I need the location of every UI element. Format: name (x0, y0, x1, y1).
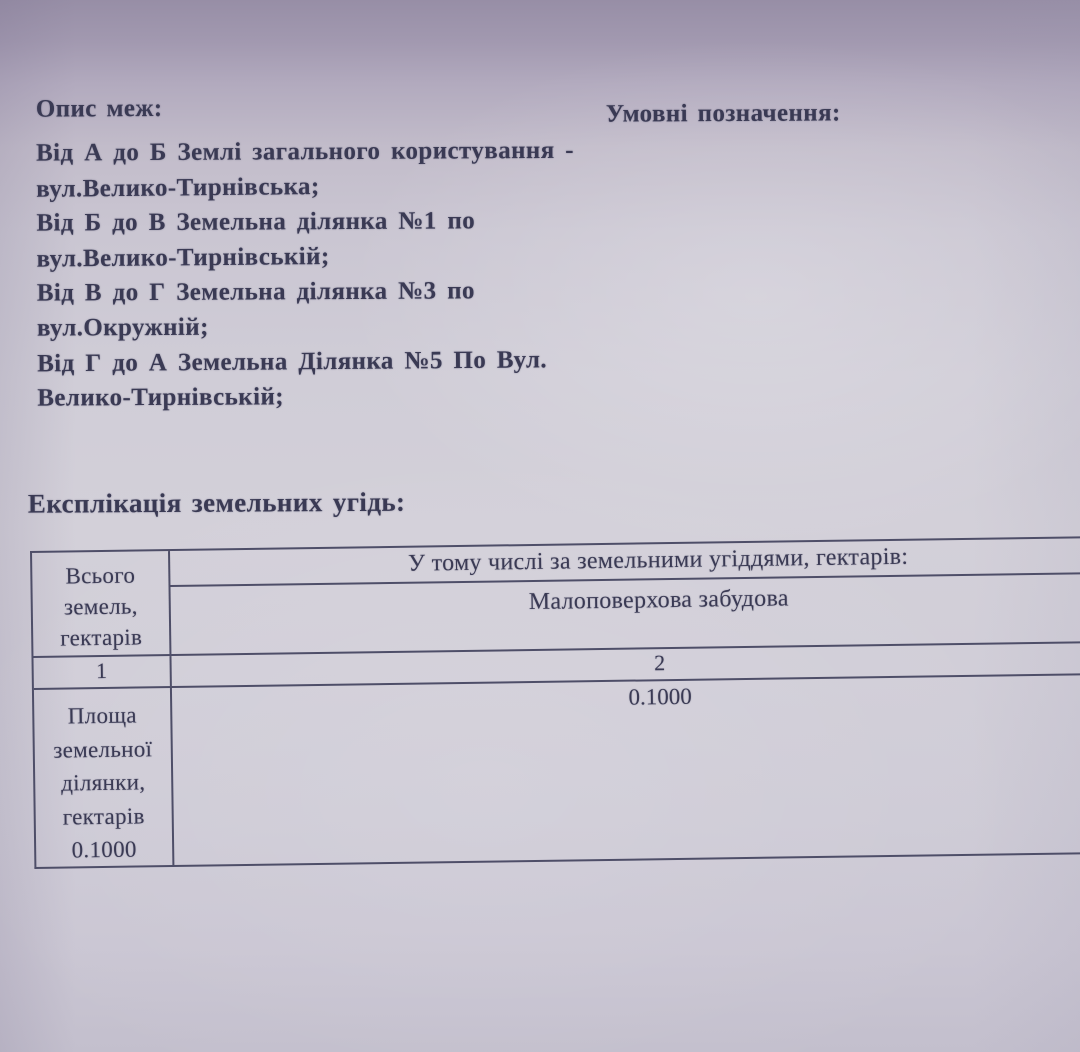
land-use-type-cell: Малоповерхова забудова (528, 585, 789, 616)
total-land-header-cell (32, 551, 171, 656)
table-data-row (34, 673, 1080, 867)
boundary-line: вул.Окружній; (36, 313, 209, 342)
boundary-description-block (36, 133, 575, 416)
boundary-line: Від Б до В Земельна ділянка №1 по (36, 207, 476, 237)
boundary-line: Велико-Тирнівській; (37, 383, 285, 412)
boundary-line: вул.Велико-Тирнівська; (36, 173, 320, 203)
included-header-cell: У тому числі за земельними угіддями, гектарів: (170, 538, 1080, 587)
area-value-cell: 0.1000 (628, 683, 692, 710)
column-number-1-cell: 1 (33, 656, 171, 688)
included-header-cells (170, 538, 1080, 654)
area-label-cell (34, 688, 174, 867)
total-land-header-text: Всього земель, гектарів (60, 562, 143, 651)
legend-heading: Умовні позначення: (605, 99, 841, 128)
land-explication-table (30, 536, 1080, 869)
boundaries-heading: Опис меж: (35, 94, 163, 123)
table-header-row (32, 538, 1080, 656)
boundary-line: Від А до Б Землі загального користування - (35, 136, 575, 167)
boundary-line: Від В до Г Земельна ділянка №3 по (36, 277, 475, 307)
area-label-text: Площа земельної ділянки, гектарів 0.1000 (53, 702, 153, 863)
column-number-2-cell: 2 (653, 650, 666, 676)
boundary-line: вул.Велико-Тирнівській; (36, 243, 330, 273)
explication-heading: Експлікація земельних угідь: (27, 486, 406, 519)
boundary-line: Від Г до А Земельна Ділянка №5 По Вул. (37, 346, 548, 378)
